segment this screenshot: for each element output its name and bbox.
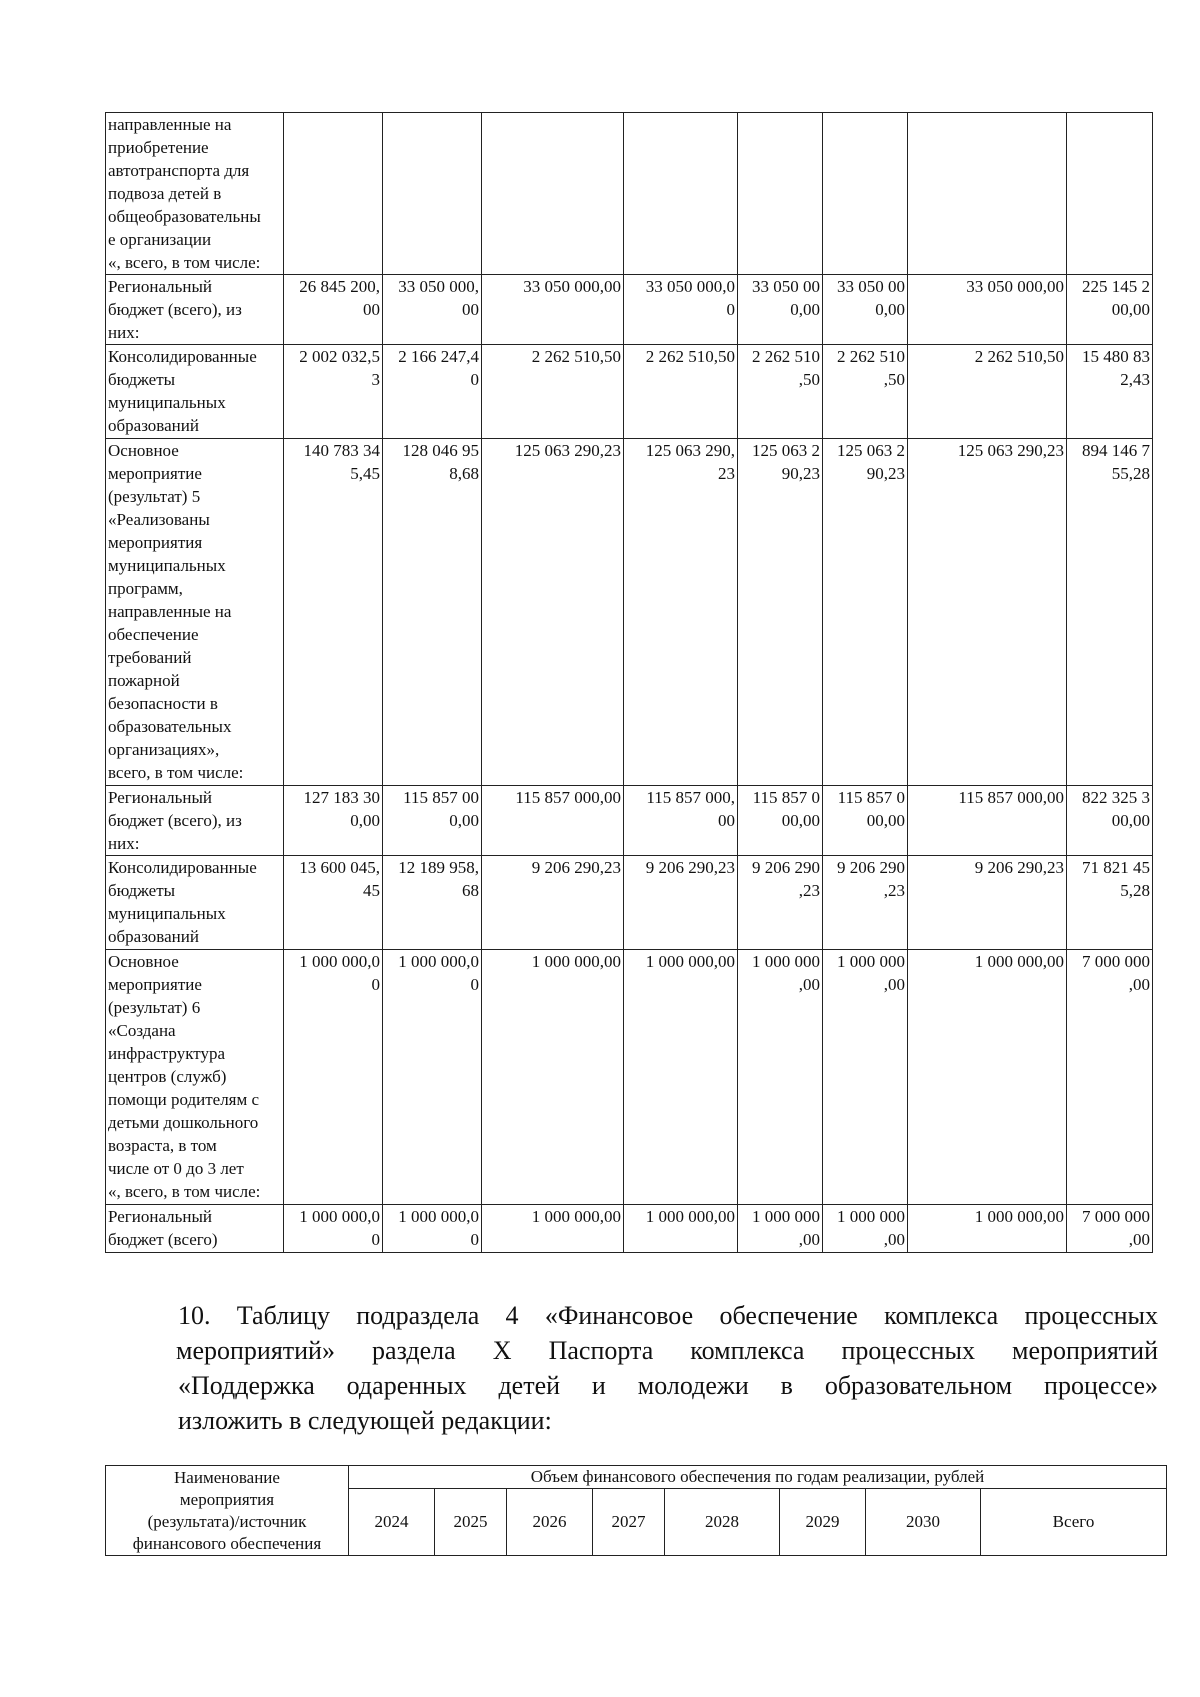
table-row <box>106 856 1153 950</box>
value-2026: 1 000 000,00 <box>482 1205 624 1253</box>
column-header-2028: 2028 <box>665 1489 780 1556</box>
value-2025: 1 000 000,0 0 <box>383 950 482 1205</box>
value-2024: 127 183 30 0,00 <box>284 786 383 856</box>
value-2026: 125 063 290,23 <box>482 439 624 786</box>
column-header-group: Объем финансового обеспечения по годам реализации, рублей <box>349 1466 1167 1489</box>
value-2025: 1 000 000,0 0 <box>383 1205 482 1253</box>
value-2029: 33 050 00 0,00 <box>823 275 908 345</box>
value-2027: 1 000 000,00 <box>624 1205 738 1253</box>
value-2024: 2 002 032,5 3 <box>284 345 383 439</box>
value-2029 <box>823 113 908 275</box>
table-row <box>106 1205 1153 1253</box>
value-total: 7 000 000 ,00 <box>1067 950 1153 1205</box>
value-2027: 115 857 000, 00 <box>624 786 738 856</box>
value-2024: 13 600 045, 45 <box>284 856 383 950</box>
value-2028: 9 206 290 ,23 <box>738 856 823 950</box>
financing-table-continued <box>105 112 1153 1253</box>
row-label: Консолидированные бюджеты муниципальных образований <box>106 345 284 439</box>
value-2024: 140 783 34 5,45 <box>284 439 383 786</box>
paragraph-line: 10. Таблицу подраздела 4 «Финансовое обеспечение комплекса процессных <box>178 1301 1158 1330</box>
value-total: 894 146 7 55,28 <box>1067 439 1153 786</box>
value-total: 71 821 45 5,28 <box>1067 856 1153 950</box>
value-2026: 1 000 000,00 <box>482 950 624 1205</box>
value-2025: 128 046 95 8,68 <box>383 439 482 786</box>
value-2026 <box>482 113 624 275</box>
paragraph-line: «Поддержка одаренных детей и молодежи в образовательном процессе» <box>178 1371 1158 1400</box>
value-2024: 1 000 000,0 0 <box>284 950 383 1205</box>
value-2029: 9 206 290 ,23 <box>823 856 908 950</box>
value-2030: 125 063 290,23 <box>908 439 1067 786</box>
value-2028 <box>738 113 823 275</box>
header-row <box>106 1466 1167 1489</box>
value-2030: 2 262 510,50 <box>908 345 1067 439</box>
value-2024 <box>284 113 383 275</box>
table-row <box>106 113 1153 275</box>
value-2029: 1 000 000 ,00 <box>823 1205 908 1253</box>
paragraph-line: изложить в следующей редакции: <box>178 1406 552 1435</box>
value-2030: 115 857 000,00 <box>908 786 1067 856</box>
value-2024: 26 845 200, 00 <box>284 275 383 345</box>
value-2025: 33 050 000, 00 <box>383 275 482 345</box>
value-2026: 115 857 000,00 <box>482 786 624 856</box>
column-header-2030: 2030 <box>866 1489 981 1556</box>
value-2029: 1 000 000 ,00 <box>823 950 908 1205</box>
value-2030: 9 206 290,23 <box>908 856 1067 950</box>
value-2027: 9 206 290,23 <box>624 856 738 950</box>
column-header-2029: 2029 <box>780 1489 866 1556</box>
value-2027: 1 000 000,00 <box>624 950 738 1205</box>
value-2028: 115 857 0 00,00 <box>738 786 823 856</box>
row-label: Основное мероприятие (результат) 6 «Создана инфраструктура центров (служб) помощи родителям с детьми дошкольного возраста, в том числе от 0 до 3 лет «, всего, в том числе: <box>106 950 284 1205</box>
value-2025: 12 189 958, 68 <box>383 856 482 950</box>
value-2029: 115 857 0 00,00 <box>823 786 908 856</box>
value-2027: 2 262 510,50 <box>624 345 738 439</box>
table-row <box>106 275 1153 345</box>
value-2030: 33 050 000,00 <box>908 275 1067 345</box>
column-header-2026: 2026 <box>507 1489 593 1556</box>
value-2025: 115 857 00 0,00 <box>383 786 482 856</box>
column-header-2025: 2025 <box>435 1489 507 1556</box>
value-total: 822 325 3 00,00 <box>1067 786 1153 856</box>
value-2024: 1 000 000,0 0 <box>284 1205 383 1253</box>
value-2028: 33 050 00 0,00 <box>738 275 823 345</box>
table-row <box>106 786 1153 856</box>
value-2028: 1 000 000 ,00 <box>738 1205 823 1253</box>
column-header-2027: 2027 <box>593 1489 665 1556</box>
row-label: Консолидированные бюджеты муниципальных образований <box>106 856 284 950</box>
value-2029: 125 063 2 90,23 <box>823 439 908 786</box>
column-header-name: Наименование мероприятия (результата)/источник финансового обеспечения <box>106 1466 349 1556</box>
financing-table-header <box>105 1465 1167 1556</box>
value-total <box>1067 113 1153 275</box>
value-2028: 1 000 000 ,00 <box>738 950 823 1205</box>
value-2027: 33 050 000,0 0 <box>624 275 738 345</box>
value-total: 225 145 2 00,00 <box>1067 275 1153 345</box>
value-total: 15 480 83 2,43 <box>1067 345 1153 439</box>
row-label: Основное мероприятие (результат) 5 «Реализованы мероприятия муниципальных программ, направленные на обеспечение требований пожарной безопасности в образовательных организациях», всего, в том числе: <box>106 439 284 786</box>
row-label: Региональный бюджет (всего), из них: <box>106 786 284 856</box>
value-2030 <box>908 113 1067 275</box>
table-row <box>106 439 1153 786</box>
column-header-2024: 2024 <box>349 1489 435 1556</box>
value-2030: 1 000 000,00 <box>908 1205 1067 1253</box>
value-2027: 125 063 290, 23 <box>624 439 738 786</box>
value-2025 <box>383 113 482 275</box>
column-header-total: Всего <box>981 1489 1167 1556</box>
row-label: направленные на приобретение автотранспорта для подвоза детей в общеобразовательны е организации «, всего, в том числе: <box>106 113 284 275</box>
row-label: Региональный бюджет (всего), из них: <box>106 275 284 345</box>
value-2028: 2 262 510 ,50 <box>738 345 823 439</box>
value-2026: 2 262 510,50 <box>482 345 624 439</box>
value-2026: 9 206 290,23 <box>482 856 624 950</box>
table-row <box>106 950 1153 1205</box>
value-total: 7 000 000 ,00 <box>1067 1205 1153 1253</box>
amendment-paragraph <box>178 1298 1158 1438</box>
value-2029: 2 262 510 ,50 <box>823 345 908 439</box>
table-row <box>106 345 1153 439</box>
value-2027 <box>624 113 738 275</box>
value-2025: 2 166 247,4 0 <box>383 345 482 439</box>
row-label: Региональный бюджет (всего) <box>106 1205 284 1253</box>
value-2028: 125 063 2 90,23 <box>738 439 823 786</box>
value-2030: 1 000 000,00 <box>908 950 1067 1205</box>
value-2026: 33 050 000,00 <box>482 275 624 345</box>
paragraph-line: мероприятий» раздела X Паспорта комплекса процессных мероприятий <box>176 1336 1158 1365</box>
